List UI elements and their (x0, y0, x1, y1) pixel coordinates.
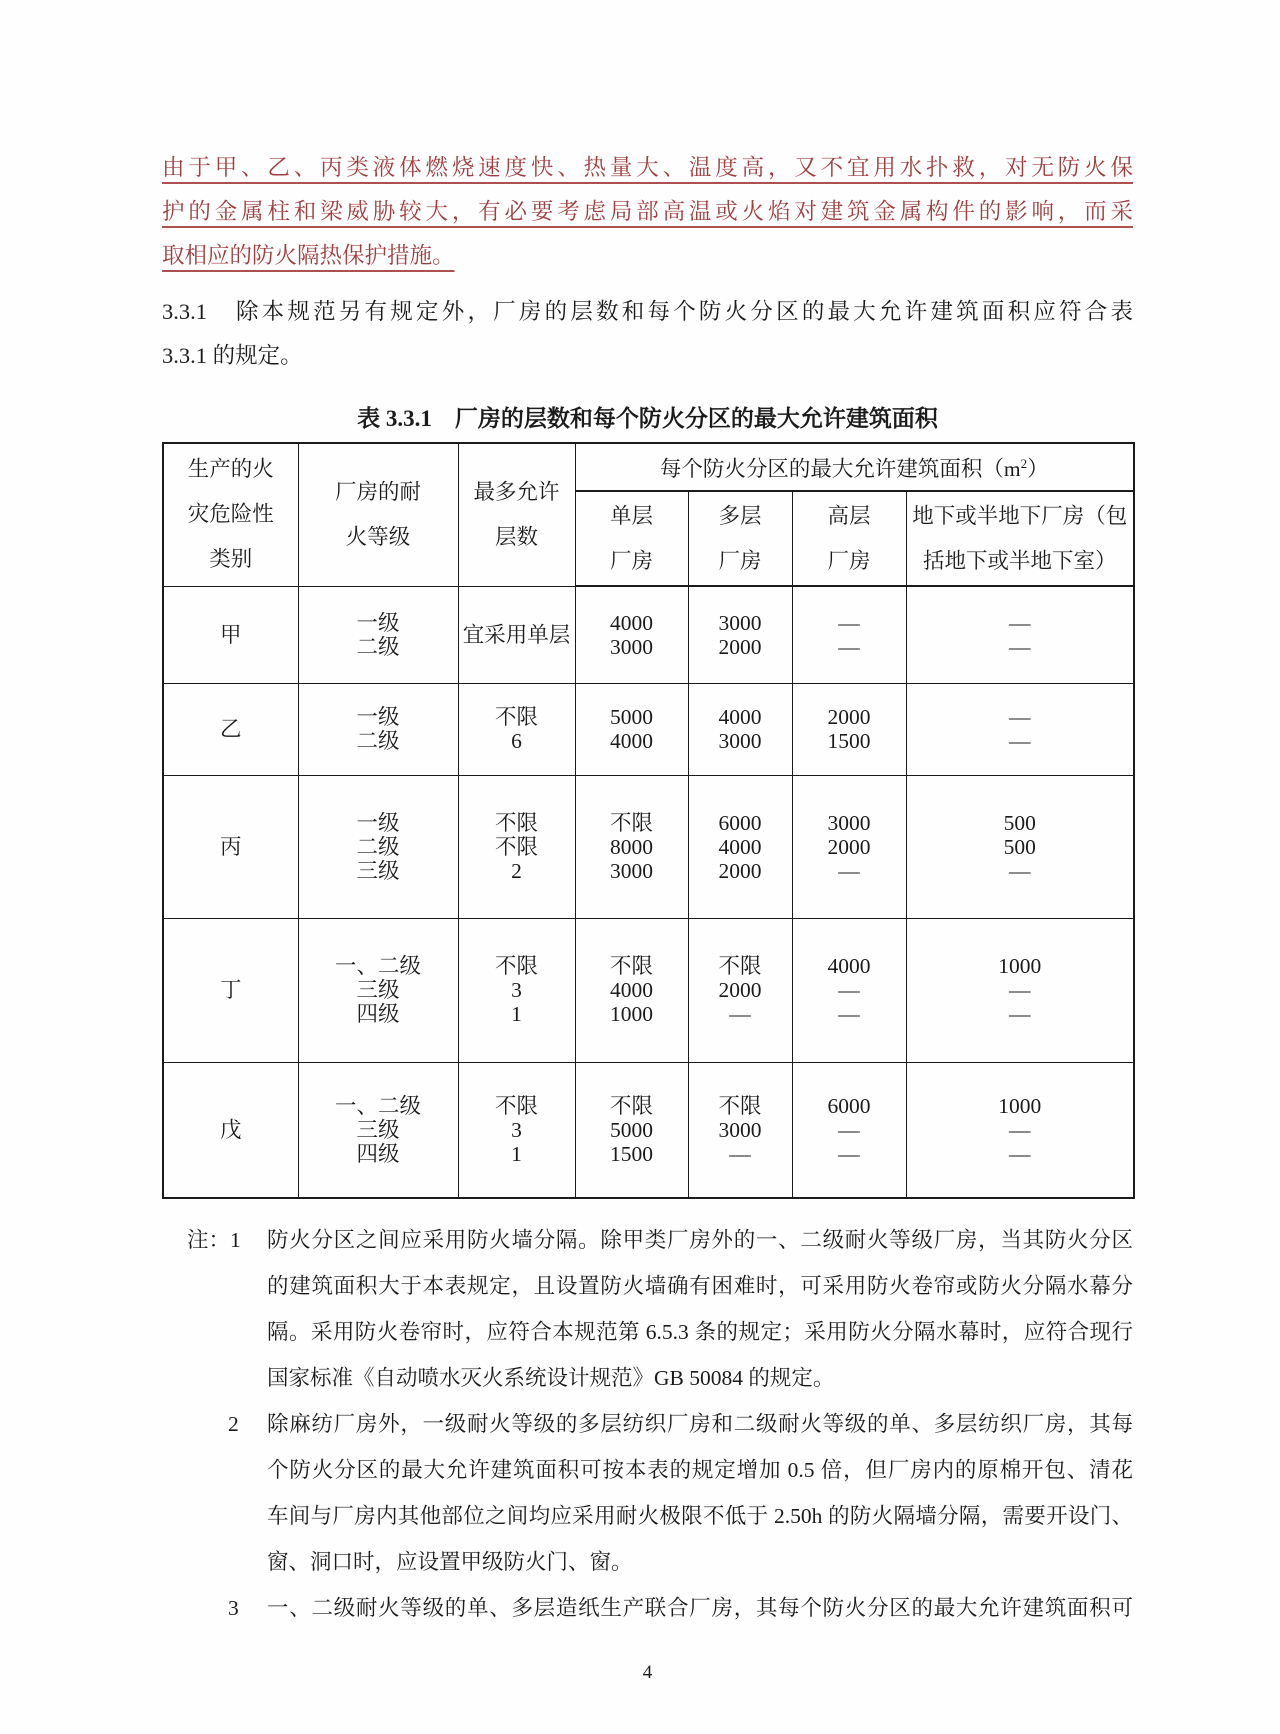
text-line: 厂房 (609, 548, 653, 573)
text-line: 厂房 (827, 548, 871, 573)
cell-multi-storey (688, 1062, 792, 1198)
cell-value: 1000 (998, 1093, 1042, 1118)
cell-value: 不限 (494, 705, 538, 729)
cell-value: 5000 (610, 1117, 653, 1142)
cell-value: 6000 (718, 810, 762, 835)
table-row (163, 775, 1134, 918)
cell-fire-rating (298, 918, 458, 1062)
table-row (163, 586, 1134, 683)
cell-high-rise (792, 586, 906, 683)
cell-value: — (838, 634, 860, 659)
cell-value: 2000 (718, 858, 762, 883)
cell-value: — (838, 1141, 860, 1166)
cell-value: 2000 (718, 978, 762, 1002)
header-high-rise (792, 491, 906, 586)
cell-fire-rating (298, 683, 458, 775)
text-line: 护的金属柱和梁威胁较大，有必要考虑局部高温或火焰对建筑金属构件的影响，而采 (162, 199, 1133, 224)
cell-value: 二级 (356, 634, 400, 659)
text-line: 厂房 (718, 548, 762, 573)
cell-value: 四级 (356, 1002, 400, 1026)
square-meter-superscript: 2 (1020, 455, 1028, 471)
cell-category (163, 586, 298, 683)
cell-category (163, 683, 298, 775)
cell-max-floors (458, 775, 575, 918)
header-single-storey (575, 491, 688, 586)
text-line: 括地下或半地下室） (922, 548, 1117, 573)
cell-value: 6000 (827, 1093, 871, 1118)
cell-value: 4000 (718, 705, 762, 729)
cell-value: 6 (511, 729, 522, 753)
text-line: 最多允许 (473, 479, 560, 504)
header-underground (906, 491, 1134, 586)
text-line: 灾危险性 (187, 502, 274, 527)
text-line: 火等级 (345, 524, 411, 549)
cell-max-floors (458, 683, 575, 775)
cell-value: 2 (511, 858, 522, 883)
cell-single-storey (575, 918, 688, 1062)
cell-value: — (1009, 634, 1031, 659)
cell-single-storey (575, 586, 688, 683)
cell-high-rise (792, 683, 906, 775)
note-item (162, 1217, 1133, 1401)
cell-fire-rating (298, 586, 458, 683)
note-number: 3 (228, 1596, 239, 1620)
cell-underground (906, 775, 1134, 918)
cell-value: 四级 (356, 1141, 400, 1166)
cell-value: 8000 (610, 834, 653, 859)
header-area-group-text: 每个防火分区的最大允许建筑面积（m (659, 456, 1021, 481)
cell-value: 4000 (610, 729, 653, 753)
cell-value: — (838, 1117, 860, 1142)
cell-value: 一级 (356, 610, 400, 635)
table-row (163, 918, 1134, 1062)
cell-multi-storey (688, 775, 792, 918)
cell-value: 4000 (610, 978, 653, 1002)
header-fire-rating (298, 443, 458, 586)
cell-value: 二级 (356, 834, 400, 859)
page-number: 4 (642, 1662, 653, 1683)
cell-value: 三级 (356, 978, 400, 1002)
table-notes (162, 1217, 1133, 1631)
cell-value: — (1009, 1141, 1031, 1166)
cell-underground (906, 918, 1134, 1062)
cell-high-rise (792, 918, 906, 1062)
text-line: 多层 (718, 503, 762, 528)
cell-value: 2000 (827, 834, 871, 859)
cell-value: 3 (511, 1117, 522, 1142)
cell-value: 1500 (827, 729, 871, 753)
cell-value: 2000 (827, 705, 871, 729)
cell-value: 3 (511, 978, 522, 1002)
text-line: 窗、洞口时，应设置甲级防火门、窗。 (267, 1550, 633, 1574)
cell-max-floors (458, 1062, 575, 1198)
cell-value: — (1009, 858, 1031, 883)
cell-value: 1500 (610, 1141, 653, 1166)
cell-high-rise (792, 775, 906, 918)
cell-value: — (1009, 729, 1031, 753)
cell-value: 4000 (610, 610, 653, 635)
cell-max-floors (458, 918, 575, 1062)
cell-value: 3000 (827, 810, 871, 835)
highlighted-paragraph (162, 0, 1133, 278)
text-line: 单层 (609, 503, 653, 528)
cell-value: 500 (1003, 810, 1036, 835)
cell-value: 二级 (356, 729, 400, 753)
cell-value: 5000 (610, 705, 653, 729)
cell-multi-storey (688, 918, 792, 1062)
text-line: 一、二级耐火等级的单、多层造纸生产联合厂房，其每个防火分区的最大允许建筑面积可 (267, 1596, 1133, 1620)
cell-value: 1 (511, 1002, 522, 1026)
page-content (162, 0, 1133, 1631)
text-line: 3.3.1 除本规范另有规定外，厂房的层数和每个防火分区的最大允许建筑面积应符合表 (162, 299, 1133, 324)
note-item (162, 1585, 1133, 1631)
text-line: 车间与厂房内其他部位之间均应采用耐火极限不低于 2.50h 的防火隔墙分隔，需要开设门、 (267, 1504, 1133, 1528)
cell-multi-storey (688, 683, 792, 775)
text-line: 除麻纺厂房外，一级耐火等级的多层纺织厂房和二级耐火等级的单、多层纺织厂房，其每 (267, 1412, 1133, 1436)
cell-value: 三级 (356, 1117, 400, 1142)
cell-value: 3000 (718, 729, 762, 753)
cell-value: — (838, 978, 860, 1002)
cell-value: — (1009, 705, 1031, 729)
text-line: 的建筑面积大于本表规定，且设置防火墙确有困难时，可采用防火卷帘或防火分隔水幕分 (267, 1274, 1133, 1298)
cell-value: — (838, 858, 860, 883)
note-item (162, 1401, 1133, 1585)
header-area-group-close: ） (1027, 456, 1049, 481)
header-max-floors (458, 443, 575, 586)
cell-fire-rating (298, 1062, 458, 1198)
table-row (163, 1062, 1134, 1198)
cell-single-storey (575, 775, 688, 918)
table-3-3-1 (162, 442, 1135, 1199)
cell-value: 3000 (610, 634, 653, 659)
cell-value: 3000 (610, 858, 653, 883)
text-line: 高层 (827, 503, 871, 528)
cell-value: 3000 (718, 610, 762, 635)
cell-value: 4000 (827, 954, 871, 978)
cell-value: 2000 (718, 634, 762, 659)
cell-value: 不限 (494, 810, 538, 835)
text-line: 厂房的耐 (334, 479, 421, 504)
cell-value: 一级 (356, 810, 400, 835)
text-line: 由于甲、乙、丙类液体燃烧速度快、热量大、温度高，又不宜用水扑救，对无防火保 (162, 155, 1133, 180)
cell-single-storey (575, 683, 688, 775)
cell-value: 一、二级 (334, 1093, 421, 1118)
cell-value: 甲 (219, 622, 242, 647)
cell-value: 不限 (494, 834, 538, 859)
clause-3-3-1-paragraph (162, 290, 1133, 378)
cell-value: — (838, 610, 860, 635)
cell-value: 4000 (718, 834, 762, 859)
cell-value: 一、二级 (334, 954, 421, 978)
notes-label: 注：1 (187, 1228, 241, 1252)
table-row (163, 683, 1134, 775)
cell-value: 不限 (609, 1093, 653, 1118)
text-line: 类别 (209, 547, 253, 572)
cell-high-rise (792, 1062, 906, 1198)
cell-underground (906, 1062, 1134, 1198)
cell-value: 宜采用单层 (462, 622, 571, 647)
text-line: 隔。采用防火卷帘时，应符合本规范第 6.5.3 条的规定；采用防火分隔水幕时，应符合现行 (267, 1320, 1133, 1344)
cell-value: 戊 (219, 1117, 242, 1142)
cell-underground (906, 586, 1134, 683)
cell-value: 500 (1003, 834, 1036, 859)
text-line: 个防火分区的最大允许建筑面积可按本表的规定增加 0.5 倍，但厂房内的原棉开包、清花 (267, 1458, 1133, 1482)
cell-value: 1000 (610, 1002, 653, 1026)
header-multi-storey (688, 491, 792, 586)
cell-fire-rating (298, 775, 458, 918)
text-line: 取相应的防火隔热保护措施。 (162, 243, 455, 268)
cell-value: — (729, 1002, 751, 1026)
cell-value: 丁 (219, 978, 242, 1002)
cell-value: 不限 (494, 1093, 538, 1118)
cell-value: — (1009, 1002, 1031, 1026)
header-category (163, 443, 298, 586)
cell-value: 不限 (718, 1093, 762, 1118)
text-line: 防火分区之间应采用防火墙分隔。除甲类厂房外的一、二级耐火等级厂房，当其防火分区 (267, 1228, 1133, 1252)
text-line: 地下或半地下厂房（包 (912, 503, 1128, 528)
cell-value: 不限 (609, 810, 653, 835)
cell-value: 1 (511, 1141, 522, 1166)
cell-value: 乙 (219, 717, 242, 741)
text-line: 层数 (494, 524, 538, 549)
cell-value: 丙 (219, 834, 242, 859)
cell-value: 不限 (609, 954, 653, 978)
cell-value: 1000 (998, 954, 1042, 978)
cell-single-storey (575, 1062, 688, 1198)
cell-value: 一级 (356, 705, 400, 729)
cell-max-floors (458, 586, 575, 683)
cell-value: 3000 (718, 1117, 762, 1142)
cell-value: 不限 (494, 954, 538, 978)
table-body (163, 586, 1134, 1198)
text-line: 国家标准《自动喷水灭火系统设计规范》GB 50084 的规定。 (267, 1366, 835, 1390)
cell-category (163, 1062, 298, 1198)
cell-value: 不限 (718, 954, 762, 978)
cell-value: — (1009, 978, 1031, 1002)
cell-value: — (838, 1002, 860, 1026)
cell-value: — (1009, 1117, 1031, 1142)
cell-value: — (729, 1141, 751, 1166)
note-number: 2 (228, 1412, 239, 1436)
cell-multi-storey (688, 586, 792, 683)
header-area-group (575, 443, 1134, 491)
table-header (163, 443, 1134, 586)
cell-category (163, 918, 298, 1062)
cell-category (163, 775, 298, 918)
text-line: 生产的火 (187, 457, 274, 482)
text-line: 3.3.1 的规定。 (162, 343, 303, 368)
table-title: 表 3.3.1 厂房的层数和每个防火分区的最大允许建筑面积 (357, 406, 938, 431)
cell-value: — (1009, 610, 1031, 635)
cell-underground (906, 683, 1134, 775)
cell-value: 三级 (356, 858, 400, 883)
